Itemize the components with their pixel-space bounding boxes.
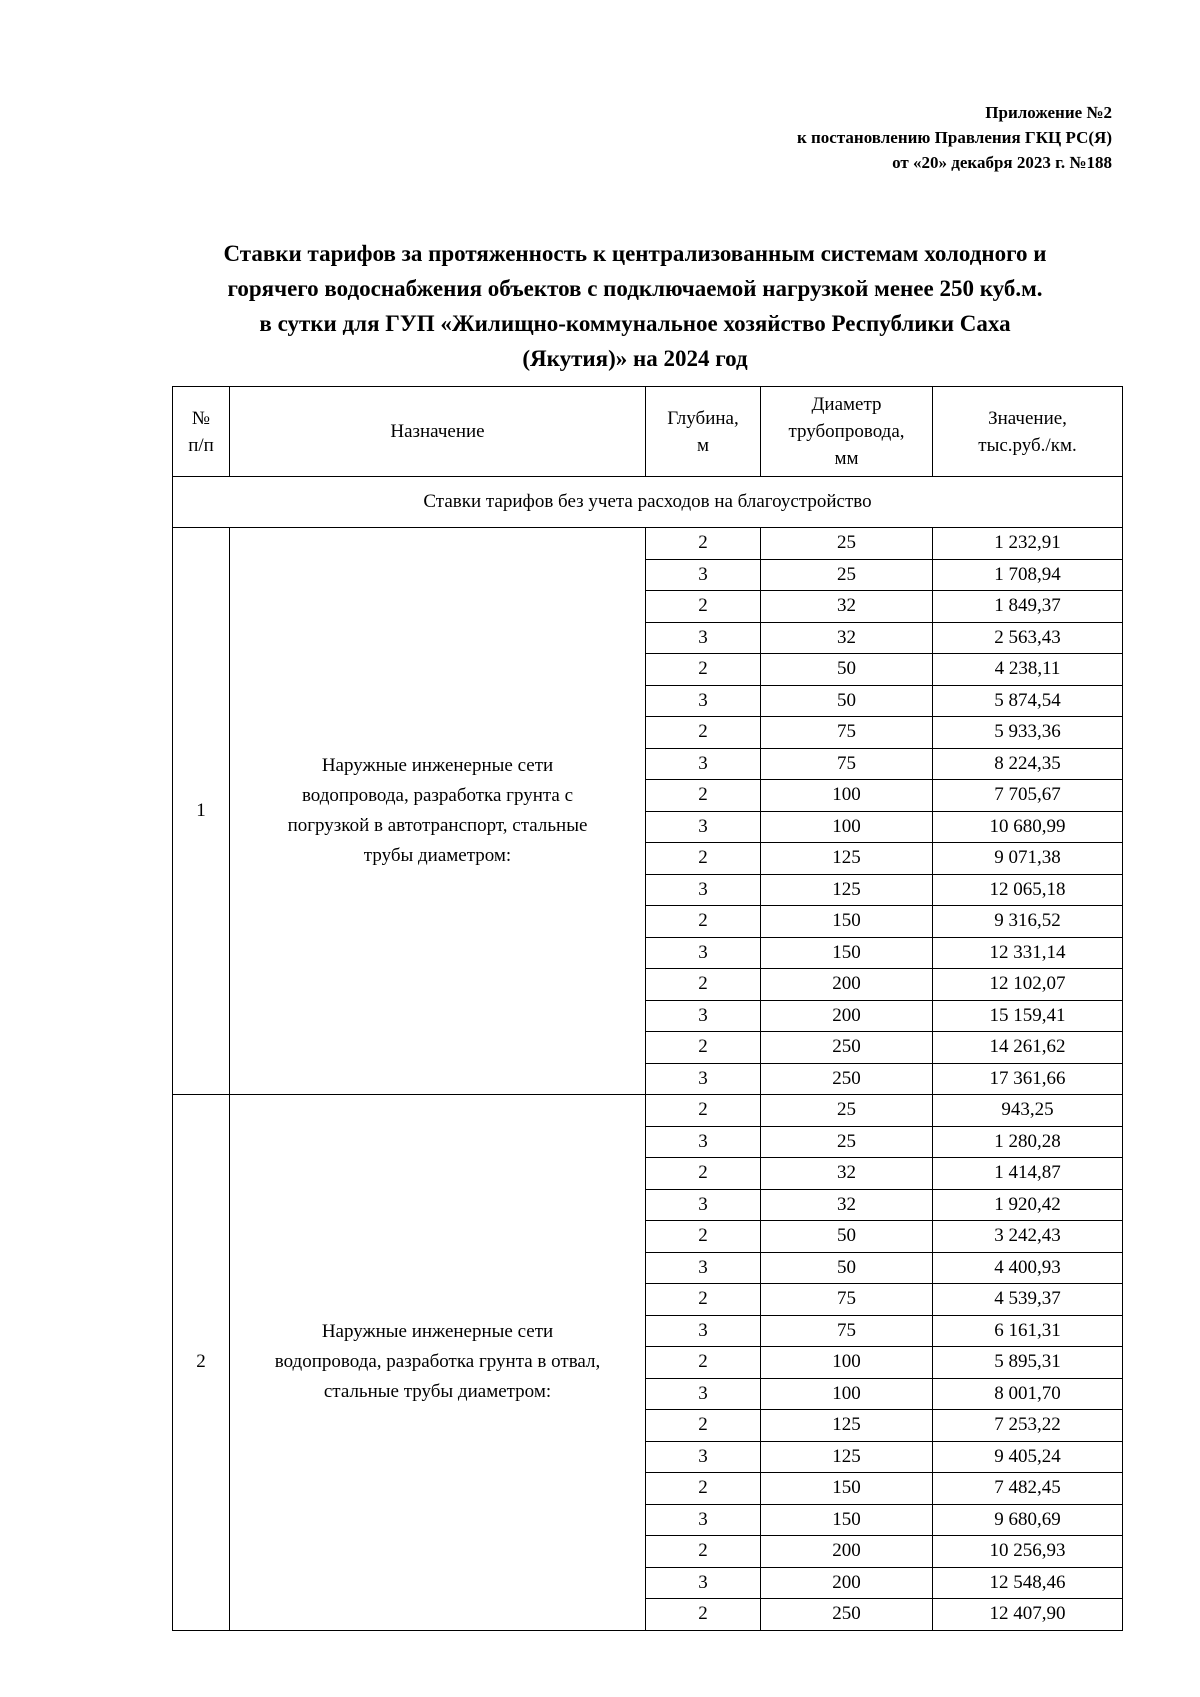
diameter-cell: 25: [761, 1126, 933, 1158]
value-cell: 8 224,35: [933, 748, 1123, 780]
diameter-cell: 50: [761, 685, 933, 717]
value-cell: 3 242,43: [933, 1221, 1123, 1253]
value-cell: 1 708,94: [933, 559, 1123, 591]
diameter-cell: 200: [761, 1536, 933, 1568]
depth-cell: 2: [646, 654, 761, 686]
section-title: Ставки тарифов без учета расходов на благоустройство: [173, 477, 1123, 528]
value-cell: 1 849,37: [933, 591, 1123, 623]
purpose-line: Наружные инженерные сети: [321, 1321, 554, 1343]
value-cell: 12 331,14: [933, 937, 1123, 969]
value-cell: 7 705,67: [933, 780, 1123, 812]
diameter-cell: 250: [761, 1599, 933, 1631]
purpose-line: водопровода, разработка грунта с: [301, 785, 574, 806]
diameter-cell: 50: [761, 1252, 933, 1284]
purpose-line: Наружные инженерные сети: [321, 755, 554, 776]
header-value: [933, 387, 1123, 477]
value-cell: 5 933,36: [933, 717, 1123, 749]
header-num: [173, 387, 230, 477]
depth-cell: 2: [646, 1221, 761, 1253]
purpose-line: водопровода, разработка грунта в отвал,: [274, 1351, 601, 1373]
title-line-3: в сутки для ГУП «Жилищно-коммунальное хозяйство Республики Саха: [259, 311, 1011, 336]
depth-cell: 2: [646, 1599, 761, 1631]
depth-cell: 3: [646, 1252, 761, 1284]
depth-cell: 2: [646, 1347, 761, 1379]
value-cell: 9 680,69: [933, 1504, 1123, 1536]
diameter-cell: 125: [761, 843, 933, 875]
depth-cell: 2: [646, 1158, 761, 1190]
header-diameter-line: трубопровода,: [788, 421, 905, 442]
diameter-cell: 100: [761, 780, 933, 812]
value-cell: 14 261,62: [933, 1032, 1123, 1064]
diameter-cell: 200: [761, 969, 933, 1001]
depth-cell: 2: [646, 1032, 761, 1064]
diameter-cell: 25: [761, 559, 933, 591]
document-title: [150, 236, 1120, 376]
header-depth-line: Глубина,: [667, 407, 739, 429]
depth-cell: 3: [646, 1000, 761, 1032]
diameter-cell: 75: [761, 717, 933, 749]
depth-cell: 3: [646, 811, 761, 843]
diameter-cell: 75: [761, 748, 933, 780]
diameter-cell: 250: [761, 1032, 933, 1064]
value-cell: 6 161,31: [933, 1315, 1123, 1347]
value-cell: 1 232,91: [933, 528, 1123, 560]
depth-cell: 2: [646, 1473, 761, 1505]
diameter-cell: 25: [761, 1095, 933, 1127]
depth-cell: 3: [646, 1441, 761, 1473]
depth-cell: 3: [646, 1126, 761, 1158]
value-cell: 4 539,37: [933, 1284, 1123, 1316]
diameter-cell: 75: [761, 1315, 933, 1347]
tariff-table: [172, 386, 1123, 1631]
table-body: [173, 477, 1123, 1631]
appendix-line-1: Приложение №2: [985, 103, 1112, 122]
value-cell: 4 238,11: [933, 654, 1123, 686]
table-header-row: [173, 387, 1123, 477]
purpose-line: погрузкой в автотранспорт, стальные: [287, 815, 588, 836]
diameter-cell: 25: [761, 528, 933, 560]
appendix-line-2: к постановлению Правления ГКЦ РС(Я): [796, 128, 1112, 147]
depth-cell: 2: [646, 1095, 761, 1127]
diameter-cell: 32: [761, 1189, 933, 1221]
value-cell: 10 680,99: [933, 811, 1123, 843]
value-cell: 943,25: [933, 1095, 1123, 1127]
group-purpose: [230, 1095, 646, 1631]
depth-cell: 3: [646, 1504, 761, 1536]
table-row: [173, 528, 1123, 560]
group-number: 1: [173, 528, 230, 1095]
depth-cell: 2: [646, 843, 761, 875]
diameter-cell: 150: [761, 906, 933, 938]
table-row: [173, 1095, 1123, 1127]
diameter-cell: 32: [761, 591, 933, 623]
value-cell: 9 071,38: [933, 843, 1123, 875]
header-value-line: тыс.руб./км.: [978, 434, 1077, 456]
appendix-line-3: от «20» декабря 2023 г. №188: [892, 153, 1112, 172]
diameter-cell: 50: [761, 654, 933, 686]
purpose-line: трубы диаметром:: [363, 845, 512, 866]
depth-cell: 2: [646, 1536, 761, 1568]
value-cell: 7 253,22: [933, 1410, 1123, 1442]
header-value-line: Значение,: [988, 407, 1067, 429]
value-cell: 17 361,66: [933, 1063, 1123, 1095]
diameter-cell: 250: [761, 1063, 933, 1095]
depth-cell: 2: [646, 1284, 761, 1316]
depth-cell: 3: [646, 1315, 761, 1347]
diameter-cell: 200: [761, 1567, 933, 1599]
depth-cell: 2: [646, 780, 761, 812]
value-cell: 1 920,42: [933, 1189, 1123, 1221]
section-row: [173, 477, 1123, 528]
depth-cell: 2: [646, 591, 761, 623]
depth-cell: 3: [646, 685, 761, 717]
value-cell: 5 895,31: [933, 1347, 1123, 1379]
header-diameter-line: мм: [834, 448, 859, 469]
diameter-cell: 125: [761, 1441, 933, 1473]
depth-cell: 2: [646, 1410, 761, 1442]
appendix-note: [797, 100, 1112, 175]
depth-cell: 3: [646, 1063, 761, 1095]
diameter-cell: 150: [761, 1504, 933, 1536]
diameter-cell: 50: [761, 1221, 933, 1253]
title-line-4: (Якутия)» на 2024 год: [522, 346, 748, 371]
value-cell: 12 102,07: [933, 969, 1123, 1001]
value-cell: 1 280,28: [933, 1126, 1123, 1158]
header-depth-line: м: [696, 434, 710, 456]
value-cell: 1 414,87: [933, 1158, 1123, 1190]
diameter-cell: 125: [761, 874, 933, 906]
depth-cell: 2: [646, 528, 761, 560]
header-diameter-line: Диаметр: [811, 394, 882, 415]
depth-cell: 2: [646, 906, 761, 938]
depth-cell: 3: [646, 748, 761, 780]
diameter-cell: 32: [761, 1158, 933, 1190]
depth-cell: 3: [646, 559, 761, 591]
purpose-line: стальные трубы диаметром:: [323, 1381, 552, 1403]
diameter-cell: 150: [761, 937, 933, 969]
header-depth: [646, 387, 761, 477]
depth-cell: 3: [646, 937, 761, 969]
group-purpose: [230, 528, 646, 1095]
title-line-2: горячего водоснабжения объектов с подключаемой нагрузкой менее 250 куб.м.: [227, 276, 1043, 301]
group-number: 2: [173, 1095, 230, 1631]
diameter-cell: 200: [761, 1000, 933, 1032]
diameter-cell: 125: [761, 1410, 933, 1442]
diameter-cell: 100: [761, 1347, 933, 1379]
depth-cell: 3: [646, 1378, 761, 1410]
depth-cell: 3: [646, 1567, 761, 1599]
depth-cell: 2: [646, 969, 761, 1001]
value-cell: 8 001,70: [933, 1378, 1123, 1410]
diameter-cell: 100: [761, 1378, 933, 1410]
value-cell: 12 065,18: [933, 874, 1123, 906]
value-cell: 4 400,93: [933, 1252, 1123, 1284]
value-cell: 7 482,45: [933, 1473, 1123, 1505]
diameter-cell: 150: [761, 1473, 933, 1505]
header-purpose: Назначение: [230, 387, 646, 477]
header-num-line: п/п: [188, 434, 214, 456]
diameter-cell: 32: [761, 622, 933, 654]
value-cell: 9 316,52: [933, 906, 1123, 938]
depth-cell: 3: [646, 874, 761, 906]
depth-cell: 3: [646, 622, 761, 654]
value-cell: 5 874,54: [933, 685, 1123, 717]
diameter-cell: 75: [761, 1284, 933, 1316]
value-cell: 10 256,93: [933, 1536, 1123, 1568]
title-line-1: Ставки тарифов за протяженность к централизованным системам холодного и: [223, 241, 1047, 266]
value-cell: 9 405,24: [933, 1441, 1123, 1473]
value-cell: 12 548,46: [933, 1567, 1123, 1599]
header-num-line: №: [191, 407, 211, 429]
diameter-cell: 100: [761, 811, 933, 843]
depth-cell: 2: [646, 717, 761, 749]
depth-cell: 3: [646, 1189, 761, 1221]
value-cell: 15 159,41: [933, 1000, 1123, 1032]
value-cell: 2 563,43: [933, 622, 1123, 654]
value-cell: 12 407,90: [933, 1599, 1123, 1631]
header-diameter: [761, 387, 933, 477]
